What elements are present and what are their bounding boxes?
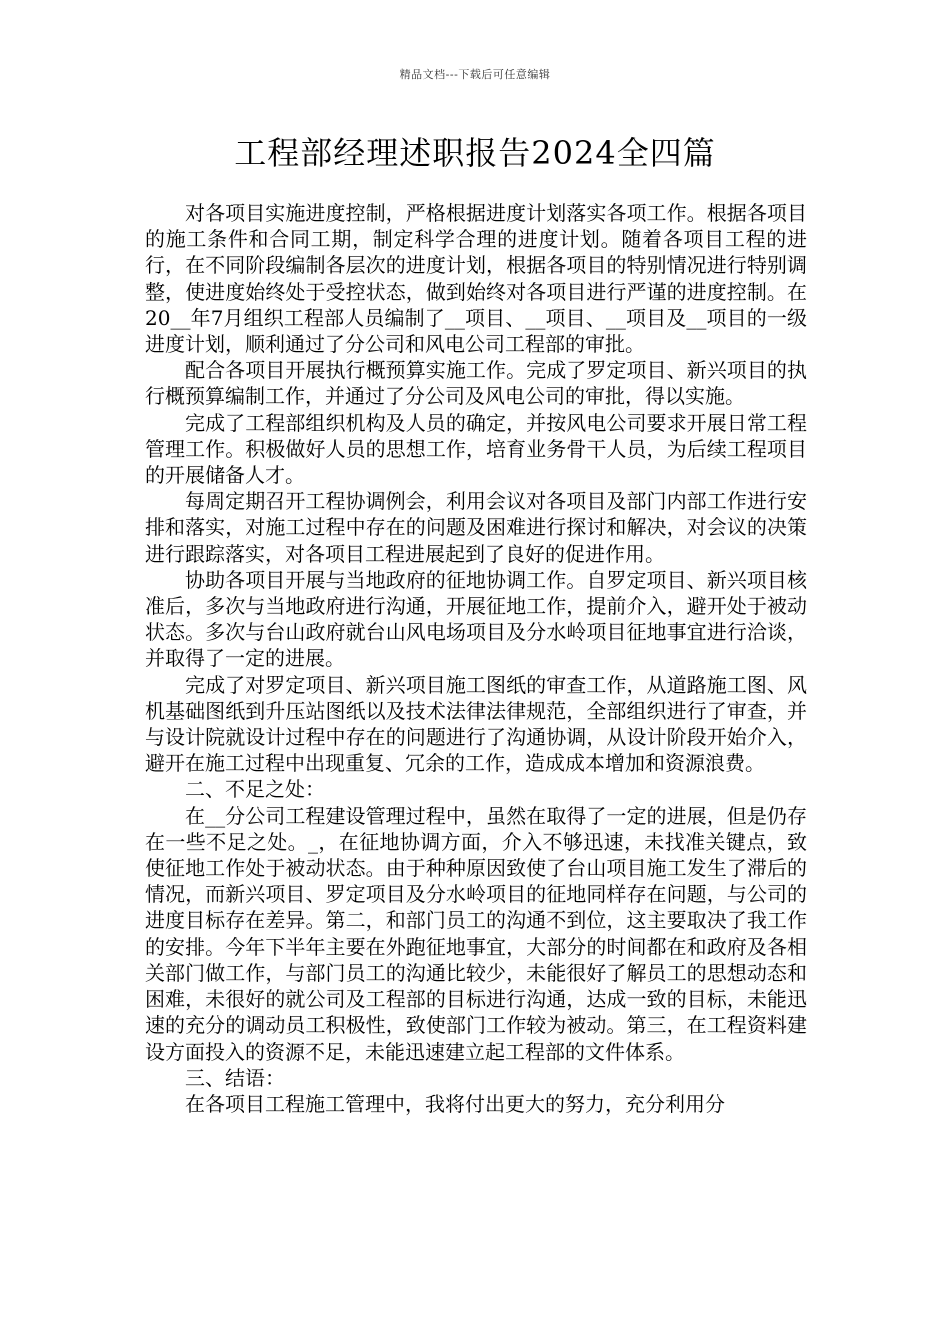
- document-title: 工程部经理述职报告2024全四篇: [234, 134, 716, 172]
- paragraph-drawing-review: 完成了对罗定项目、新兴项目施工图纸的审查工作，从道路施工图、风机基础图纸到升压站图纸以及技术法律法律规范，全部组织进行了审查，并与设计院就设计过程中存在的问题进行了沟通协调，从设计阶段开始介入，避开在施工过程中出现重复、冗余的工作，造成成本增加和资源浪费。: [145, 672, 807, 776]
- document-body: [145, 200, 807, 1117]
- paragraph-schedule-control: 对各项目实施进度控制，严格根据进度计划落实各项工作。根据各项目的施工条件和合同工期，制定科学合理的进度计划。随着各项目工程的进行，在不同阶段编制各层次的进度计划，根据各项目的特别情况进行特别调整，使进度始终处于受控状态，做到始终对各项目进行严谨的进度控制。在20__年7月组织工程部人员编制了__项目、__项目、__项目及__项目的一级进度计划，顺利通过了分公司和风电公司工程部的审批。: [145, 201, 807, 357]
- paragraph-organization: 完成了工程部组织机构及人员的确定，并按风电公司要求开展日常工程管理工作。积极做好人员的思想工作，培育业务骨干人员，为后续工程项目的开展储备人才。: [145, 410, 807, 488]
- paragraph-shortcomings: 在__分公司工程建设管理过程中，虽然在取得了一定的进展，但是仍存在一些不足之处。_，在征地协调方面，介入不够迅速，未找准关键点，致使征地工作处于被动状态。由于种种原因致使了台山项目施工发生了滞后的情况，而新兴项目、罗定项目及分水岭项目的征地同样存在问题，与公司的进度目标存在差异。第二，和部门员工的沟通不到位，这主要取决了我工作的安排。今年下半年主要在外跑征地事宜，大部分的时间都在和政府及各相关部门做工作，与部门员工的沟通比较少，未能很好了解员工的思想动态和困难，未很好的就公司及工程部的目标进行沟通，达成一致的目标，未能迅速的充分的调动员工积极性，致使部门工作较为被动。第三，在工程资料建设方面投入的资源不足，未能迅速建立起工程部的文件体系。: [145, 803, 807, 1064]
- header-note: 精品文档---下载后可任意编辑: [399, 68, 551, 81]
- section-heading-shortcomings: 二、不足之处：: [185, 777, 325, 802]
- section-heading-conclusion: 三、结语：: [185, 1065, 285, 1090]
- paragraph-land-coordination: 协助各项目开展与当地政府的征地协调工作。自罗定项目、新兴项目核准后，多次与当地政府进行沟通，开展征地工作，提前介入，避开处于被动状态。多次与台山政府就台山风电场项目及分水岭项目征地事宜进行洽谈，并取得了一定的进展。: [145, 567, 807, 671]
- paragraph-conclusion: 在各项目工程施工管理中，我将付出更大的努力，充分利用分: [185, 1091, 725, 1116]
- paragraph-budget: 配合各项目开展执行概预算实施工作。完成了罗定项目、新兴项目的执行概预算编制工作，并通过了分公司及风电公司的审批，得以实施。: [145, 358, 807, 409]
- paragraph-weekly-meeting: 每周定期召开工程协调例会，利用会议对各项目及部门内部工作进行安排和落实，对施工过程中存在的问题及困难进行探讨和解决，对会议的决策进行跟踪落实，对各项目工程进展起到了良好的促进作用。: [145, 489, 807, 566]
